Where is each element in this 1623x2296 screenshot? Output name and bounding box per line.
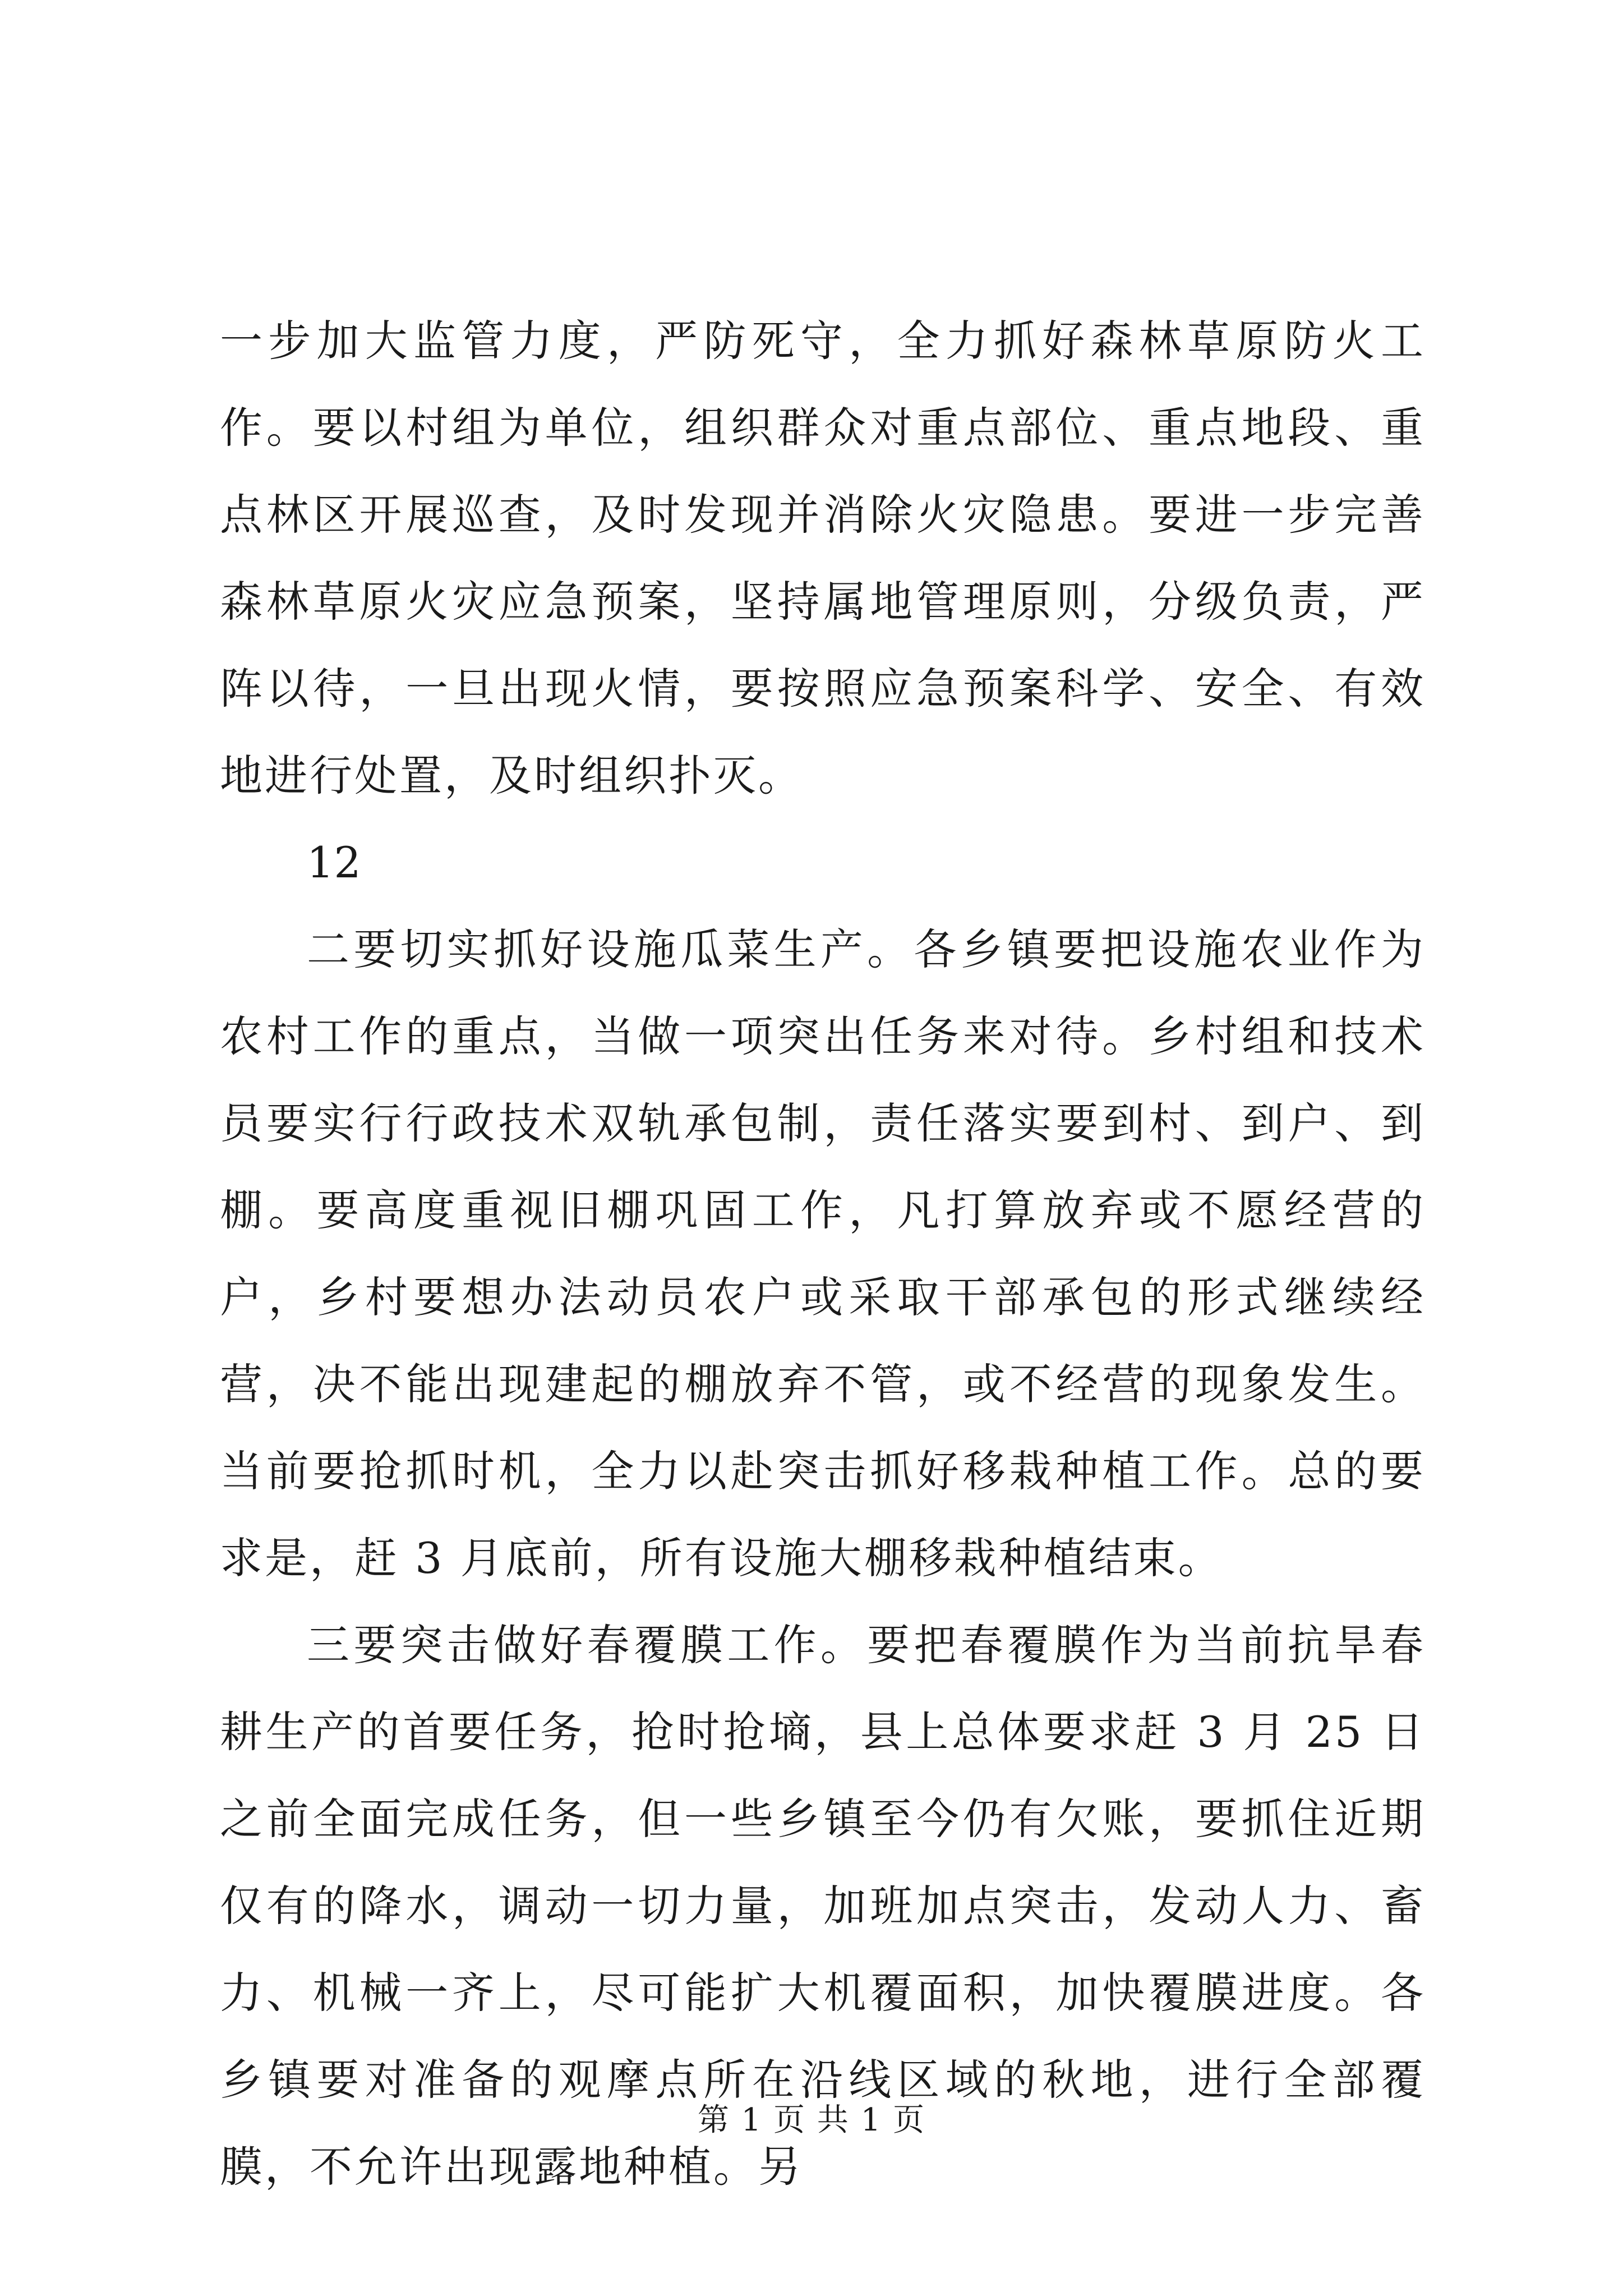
paragraph-greenhouse-production: 二要切实抓好设施瓜菜生产。各乡镇要把设施农业作为农村工作的重点，当做一项突出任务来对待。乡村组和技术员要实行行政技术双轨承包制，责任落实要到村、到户、到棚。要高度重视旧棚巩固工作，凡打算放弃或不愿经营的户，乡村要想办法动员农户或采取干部承包的形式继续经营，决不能出现建起的棚放弃不管，或不经营的现象发生。当前要抢抓时机，全力以赴突击抓好移栽种植工作。总的要求是，赶 3 月底前，所有设施大棚移栽种植结束。	[220, 924, 1426, 1583]
document-body	[220, 297, 1426, 2210]
paragraph-number: 12	[307, 838, 361, 887]
paragraph-fire-prevention: 一步加大监管力度，严防死守，全力抓好森林草原防火工作。要以村组为单位，组织群众对重点部位、重点地段、重点林区开展巡查，及时发现并消除火灾隐患。要进一步完善森林草原火灾应急预案，坚持属地管理原则，分级负责，严阵以待，一旦出现火情，要按照应急预案科学、安全、有效地进行处置，及时组织扑灭。	[220, 316, 1426, 800]
page-footer: 第 1 页 共 1 页	[697, 2102, 926, 2138]
paragraph-spring-film-mulching: 三要突击做好春覆膜工作。要把春覆膜作为当前抗旱春耕生产的首要任务，抢时抢墒，县上总体要求赶 3 月 25 日之前全面完成任务，但一些乡镇至今仍有欠账，要抓住近期仅有的降水，调动一切力量，加班加点突击，发动人力、畜力、机械一齐上，尽可能扩大机覆面积，加快覆膜进度。各乡镇要对准备的观摩点所在沿线区域的秋地，进行全部覆膜，不允许出现露地种植。另	[220, 1620, 1426, 2192]
